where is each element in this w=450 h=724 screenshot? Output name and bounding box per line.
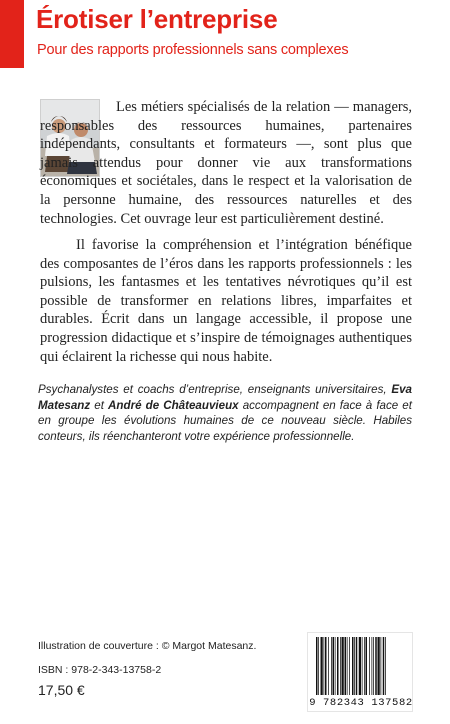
barcode-bars	[314, 637, 408, 697]
barcode	[307, 632, 413, 712]
barcode-bar	[364, 637, 365, 695]
barcode-bar	[359, 637, 361, 695]
barcode-bar	[354, 637, 355, 695]
barcode-bar	[340, 637, 341, 695]
barcode-bar	[369, 637, 370, 695]
description-paragraph-1: Les métiers spécialisés de la relation — managers, responsables des ressources humaines, partenaires indépendants, consultants et formateurs —, sont plus que jamais attendus pour donner vie aux transformations économiques et sociétales, dans le respect et la valorisation de la personne humaine, des ressources naturelles et des technologies. Cet ouvrage leur est particulièrement destiné.	[40, 99, 412, 227]
barcode-bar	[325, 637, 327, 695]
authors-bio	[38, 382, 412, 444]
bio-conjunction: et	[90, 398, 109, 412]
barcode-bar	[378, 637, 380, 695]
author-name-2: André de Châteauvieux	[108, 398, 239, 412]
cover-accent-bar	[0, 0, 24, 68]
barcode-bar	[347, 637, 348, 695]
barcode-bar	[349, 637, 350, 695]
barcode-bar	[337, 637, 339, 695]
barcode-bar	[383, 637, 385, 695]
book-subtitle: Pour des rapports professionnels sans complexes	[37, 42, 349, 58]
barcode-bar	[324, 637, 325, 695]
barcode-bar	[328, 637, 329, 695]
barcode-bar	[373, 637, 374, 695]
barcode-bar	[381, 637, 382, 695]
barcode-bar	[345, 637, 347, 695]
barcode-bar	[331, 637, 332, 695]
price: 17,50 €	[38, 682, 85, 698]
description-paragraph-2: Il favorise la compréhension et l’intégration bénéfique des composantes de l’éros dans les rapports professionnels : les pulsions, les fantasmes et les tentatives névrotiques qu’il est possible de transformer en relations libres, imparfaites et durables. Écrit dans un langage accessible, il propose une progression didactique et s’inspire de témoignages authentiques qui éclairent la richesse qui nous habite.	[40, 237, 412, 365]
barcode-bar	[342, 637, 344, 695]
barcode-bar	[372, 637, 373, 695]
barcode-bar	[335, 637, 336, 695]
cover-credit: Illustration de couverture : © Margot Matesanz.	[38, 640, 257, 652]
barcode-number: 9 782343 137582	[309, 697, 413, 709]
barcode-bar	[366, 637, 368, 695]
barcode-bar	[385, 637, 386, 695]
barcode-bar	[362, 637, 363, 695]
barcode-bar	[375, 637, 377, 695]
bio-rest: accompagnent en face à face et en groupe les évolutions humaines de ce nouveau siècle. Habiles conteurs, ils réenchanteront votre expérience professionnelle.	[38, 398, 412, 443]
barcode-bar	[352, 637, 354, 695]
bio-intro: Psychanalystes et coachs d’entreprise, enseignants universitaires,	[38, 383, 392, 396]
barcode-bar	[318, 637, 319, 695]
barcode-bar	[321, 637, 323, 695]
isbn: ISBN : 978-2-343-13758-2	[38, 664, 162, 676]
book-title: Érotiser l’entreprise	[36, 4, 278, 34]
barcode-bar	[316, 637, 318, 695]
author-name-1: Eva Matesanz	[38, 383, 412, 412]
barcode-bar	[333, 637, 335, 695]
barcode-bar	[356, 637, 358, 695]
